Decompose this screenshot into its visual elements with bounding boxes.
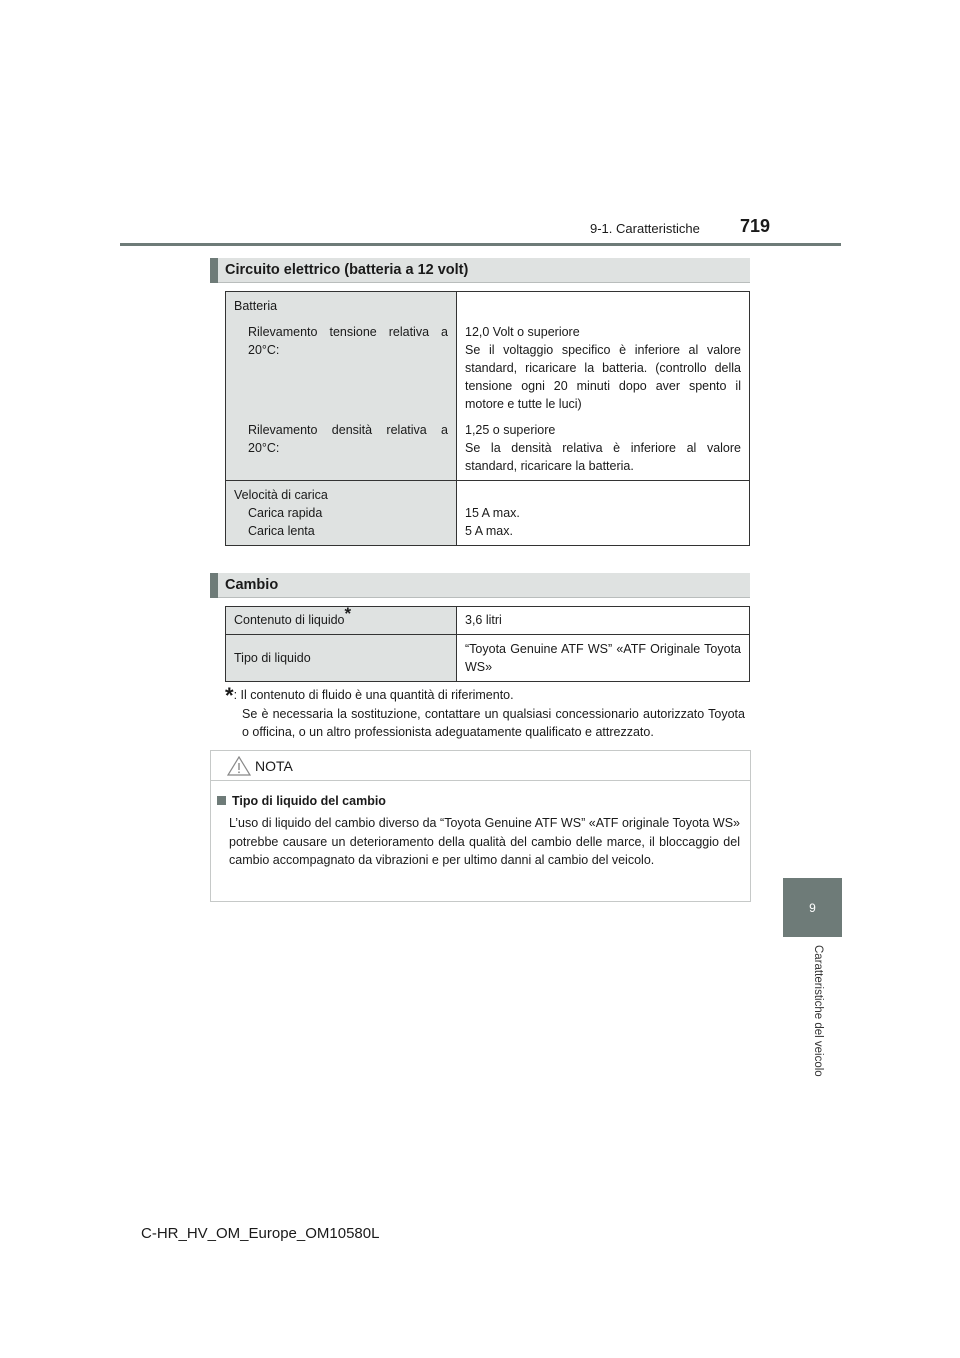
section-heading-bar (210, 258, 218, 283)
nota-title: NOTA (255, 758, 293, 774)
table-row (226, 481, 750, 546)
section-heading-bar (210, 573, 218, 598)
chapter-label: Caratteristiche del veicolo (812, 945, 824, 1077)
table-row (226, 635, 750, 682)
nota-body: L’uso di liquido del cambio diverso da “Toyota Genuine ATF WS” «ATF originale Toyota WS» potrebbe causare un deterioramento della qualità del cambio delle marce, il bloccaggio del cambio accompagnato da vibrazioni e per ultimo danni al cambio del veicolo. (229, 816, 740, 867)
section-heading-transmission (210, 573, 750, 598)
slow-charge-label: Carica lenta (248, 524, 315, 538)
section-title: 9-1. Caratteristiche (590, 221, 700, 236)
header-rule (120, 243, 841, 246)
chapter-number: 9 (809, 900, 816, 915)
document-id: C-HR_HV_OM_Europe_OM10580L (141, 1225, 380, 1242)
fluid-label-cell (226, 635, 457, 682)
density-label: Rilevamento densità relativa a 20°C: (248, 423, 448, 455)
capacity-label-cell (226, 603, 457, 635)
footnote (225, 683, 745, 741)
nota-header (211, 751, 750, 781)
charge-label-cell (226, 481, 457, 546)
charge-value-cell (457, 481, 750, 546)
voltage-label: Rilevamento tensione relativa a 20°C: (248, 325, 448, 357)
capacity-value: 3,6 litri (465, 613, 502, 627)
nota-box (210, 750, 751, 902)
capacity-label: Contenuto di liquido (234, 613, 345, 627)
section-heading-electrical (210, 258, 750, 283)
fluid-value-cell (457, 635, 750, 682)
square-bullet-icon (217, 796, 226, 805)
chapter-tab (783, 878, 842, 937)
capacity-value-cell (457, 607, 750, 635)
battery-label-cell (226, 292, 457, 481)
warning-triangle-icon (227, 756, 251, 776)
footnote-rest: Se è necessaria la sostituzione, contattare un qualsiasi concessionario autorizzato Toyota o officina, o un altro professionista adeguatamente qualificato e attrezzato. (242, 707, 745, 739)
table-row (226, 292, 750, 481)
nota-subtitle-text: Tipo di liquido del cambio (232, 794, 386, 808)
charge-label: Velocità di carica (234, 488, 328, 502)
electrical-spec-table (225, 291, 750, 546)
page-number: 719 (740, 216, 771, 236)
fluid-label: Tipo di liquido (234, 651, 311, 665)
fast-charge-value: 15 A max. (465, 506, 520, 520)
nota-subtitle (217, 794, 386, 808)
transmission-spec-table (225, 603, 750, 682)
battery-label: Batteria (234, 299, 278, 313)
asterisk-marker: * (344, 603, 352, 623)
section-heading-title: Cambio (225, 577, 279, 593)
slow-charge-value: 5 A max. (465, 524, 513, 538)
fast-charge-label: Carica rapida (248, 506, 323, 520)
voltage-note: Se il voltaggio specifico è inferiore al valore standard, ricaricare la batteria. (controllo della tensione ogni 20 minuti dopo aver spento il motore e tutte le luci) (465, 343, 741, 411)
density-value: 1,25 o superiore (465, 423, 556, 437)
table-row (226, 607, 750, 635)
footnote-marker: * (225, 683, 234, 708)
battery-value-cell (457, 292, 750, 481)
voltage-value: 12,0 Volt o superiore (465, 325, 580, 339)
section-heading-title: Circuito elettrico (batteria a 12 volt) (225, 262, 469, 278)
footnote-line1: : Il contenuto di fluido è una quantità di riferimento. (233, 688, 514, 702)
density-note: Se la densità relativa è inferiore al valore standard, ricaricare la batteria. (465, 441, 741, 473)
fluid-value: “Toyota Genuine ATF WS” «ATF Originale Toyota WS» (465, 642, 741, 674)
